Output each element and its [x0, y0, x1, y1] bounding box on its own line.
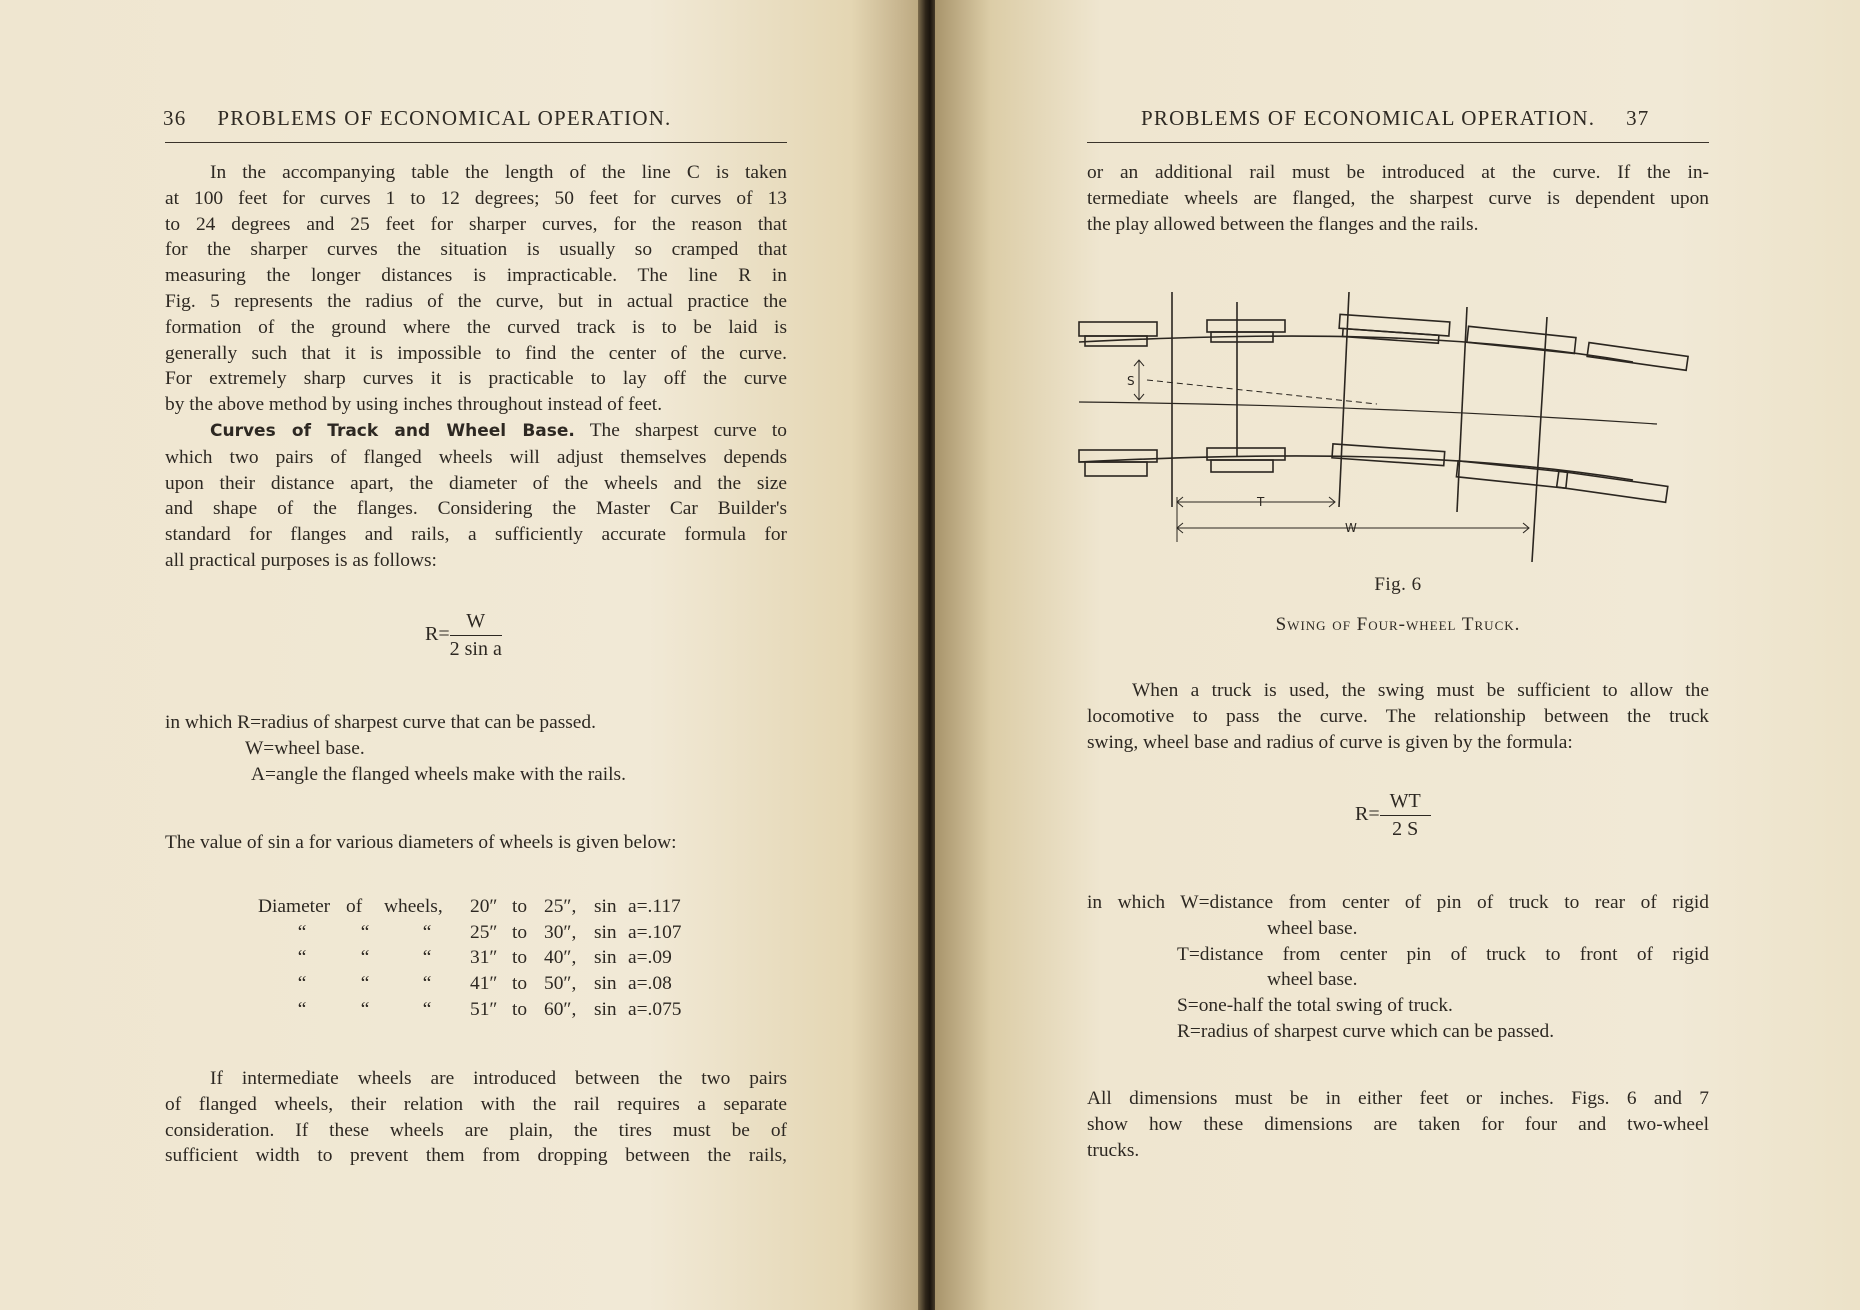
- figure-6-diagram: [1077, 292, 1717, 562]
- left-table-intro-text: The value of sin a for various diameters of wheels is given below:: [165, 832, 677, 853]
- left-para2-first-rest: The sharpest curve to: [574, 420, 787, 441]
- upper-box-4: [1467, 326, 1576, 353]
- sin-table-cell-c1: “: [297, 921, 307, 943]
- truck-centerline: [1147, 380, 1377, 404]
- sin-table-cell-from: 41″: [470, 973, 498, 995]
- left-para2-line: which two pairs of flanged wheels will adjust themselves depends: [165, 446, 787, 468]
- sin-table-cell-sin: sin: [594, 921, 617, 943]
- left-para1-line: to 24 degrees and 25 feet for sharper curves, for the reason that: [165, 213, 787, 235]
- left-para2-line: upon their distance apart, the diameter of the wheels and the size: [165, 472, 787, 494]
- sin-table-cell-sin: sin: [594, 947, 617, 969]
- left-para1-line: Fig. 5 represents the radius of the curve, but in actual practice the: [165, 290, 787, 312]
- right-para2-line: swing, wheel base and radius of curve is given by the formula:: [1087, 731, 1573, 753]
- fig-label-s: S: [1127, 374, 1135, 388]
- sin-table-cell-from: 31″: [470, 947, 498, 969]
- sin-table-cell-c1: “: [297, 973, 307, 995]
- left-head-title: PROBLEMS OF ECONOMICAL OPERATION.: [217, 106, 672, 130]
- right-para3-line: All dimensions must be in either feet or inches. Figs. 6 and 7: [1087, 1088, 1709, 1109]
- sin-table-row: [258, 946, 708, 972]
- sin-table-cell-c2: “: [360, 999, 370, 1021]
- right-paragraph-3: [1087, 1086, 1709, 1163]
- left-para2-line: standard for flanges and rails, a sufficiently accurate formula for: [165, 524, 787, 546]
- sin-table-cell-to-word: to: [512, 999, 528, 1021]
- right-para1-line: or an additional rail must be introduced at the curve. If the in-: [1087, 162, 1709, 183]
- sin-table-cell-to-word: to: [512, 921, 528, 943]
- right-paragraph-1: [1087, 160, 1709, 237]
- upper-box-2: [1207, 320, 1285, 332]
- sin-table-cell-val: a=.08: [628, 973, 672, 995]
- sin-table-row: [258, 971, 708, 997]
- sin-table-cell-c1: “: [297, 947, 307, 969]
- right-page: [935, 0, 1860, 1310]
- sin-table-cell-to: 25″,: [544, 895, 577, 917]
- left-paragraph-1: [165, 160, 787, 418]
- left-page: [0, 0, 925, 1310]
- right-def-1: in which W=distance from center of pin of truck to rear of rigid: [1087, 892, 1709, 913]
- left-para1-line: generally such that it is impossible to find the center of the curve.: [165, 342, 787, 364]
- sin-table-cell-c2: “: [360, 947, 370, 969]
- sin-table-cell-c3: wheels,: [384, 895, 443, 917]
- right-formula: [1355, 790, 1431, 841]
- left-para1-line: at 100 feet for curves 1 to 12 degrees; 50 feet for curves of 13: [165, 187, 787, 209]
- left-para2-line: and shape of the flanges. Considering the Master Car Builder's: [165, 498, 787, 520]
- sin-table-cell-val: a=.075: [628, 999, 682, 1021]
- sin-table-cell-val: a=.09: [628, 947, 672, 969]
- left-para3-line: sufficient width to prevent them from dropping between the rails,: [165, 1145, 787, 1167]
- right-formula-fraction: [1380, 790, 1431, 841]
- sin-table: [258, 894, 708, 1023]
- left-paragraph-2: [165, 418, 787, 574]
- sin-table-cell-c3: “: [422, 921, 432, 943]
- right-formula-lhs: R=: [1355, 803, 1380, 826]
- upper-box-1: [1079, 322, 1157, 336]
- right-formula-denominator: 2 S: [1392, 818, 1419, 840]
- left-para3-line: consideration. If these wheels are plain, the tires must be of: [165, 1119, 787, 1141]
- left-para2-first-line: [165, 418, 787, 445]
- right-running-head: [1141, 106, 1650, 131]
- sin-table-row: [258, 894, 708, 920]
- sin-table-cell-to: 60″,: [544, 999, 577, 1021]
- sin-table-cell-sin: sin: [594, 973, 617, 995]
- sin-table-cell-from: 20″: [470, 895, 498, 917]
- sin-table-cell-val: a=.117: [628, 895, 681, 917]
- figure-number: Fig. 6: [1374, 574, 1422, 595]
- sin-table-cell-from: 51″: [470, 999, 498, 1021]
- lower-box-5: [1557, 471, 1668, 502]
- right-para2-line: When a truck is used, the swing must be sufficient to allow the: [1132, 680, 1709, 701]
- upper-rail: [1079, 336, 1633, 362]
- right-para2-line: locomotive to pass the curve. The relationship between the truck: [1087, 705, 1709, 727]
- right-def-5: S=one-half the total swing of truck.: [1177, 995, 1453, 1017]
- left-page-number: 36: [163, 106, 187, 130]
- sin-table-cell-to: 50″,: [544, 973, 577, 995]
- sin-table-cell-val: a=.107: [628, 921, 682, 943]
- left-paragraph-3: [165, 1066, 787, 1169]
- left-para1-line: For extremely sharp curves it is practicable to lay off the curve: [165, 368, 787, 390]
- figure-caption: Swing of Four-wheel Truck.: [1275, 614, 1521, 635]
- left-para3-line: of flanged wheels, their relation with the rail requires a separate: [165, 1093, 787, 1115]
- right-def-3: T=distance from center pin of truck to front of rigid: [1177, 943, 1709, 965]
- sin-table-cell-c3: “: [422, 999, 432, 1021]
- right-para1-line: the play allowed between the flanges and the rails.: [1087, 213, 1479, 235]
- left-formula-lhs: R=: [425, 623, 450, 646]
- sin-table-cell-to-word: to: [512, 973, 528, 995]
- right-paragraph-2: [1087, 678, 1709, 755]
- lower-box-2: [1207, 448, 1285, 460]
- sin-table-cell-sin: sin: [594, 895, 617, 917]
- right-formula-numerator: WT: [1380, 790, 1431, 816]
- left-para1-line: formation of the ground where the curved track is to be laid is: [165, 316, 787, 338]
- right-def-4: wheel base.: [1267, 969, 1358, 991]
- right-para3-line: trucks.: [1087, 1139, 1140, 1161]
- sin-table-cell-c2: of: [346, 895, 363, 917]
- sin-table-cell-sin: sin: [594, 999, 617, 1021]
- sin-table-cell-to: 30″,: [544, 921, 577, 943]
- left-def-3: A=angle the flanged wheels make with the rails.: [251, 763, 626, 785]
- left-para1-line: for the sharper curves the situation is usually so cramped that: [165, 239, 787, 261]
- right-head-title: PROBLEMS OF ECONOMICAL OPERATION.: [1141, 106, 1596, 130]
- sin-table-cell-to-word: to: [512, 895, 528, 917]
- right-definitions: [1087, 890, 1709, 1045]
- sin-table-cell-to: 40″,: [544, 947, 577, 969]
- fig-label-t: T: [1257, 495, 1265, 509]
- track-centerline: [1079, 402, 1657, 424]
- left-para2-line: all practical purposes is as follows:: [165, 549, 437, 571]
- section-heading: Curves of Track and Wheel Base.: [210, 421, 575, 441]
- left-para1-line: by the above method by using inches throughout instead of feet.: [165, 394, 663, 416]
- sin-table-row: [258, 920, 708, 946]
- fig-label-w: W: [1345, 521, 1357, 535]
- lower-box-3: [1332, 444, 1445, 466]
- left-formula-denominator: 2 sin a: [449, 638, 502, 660]
- sin-table-cell-c2: “: [360, 921, 370, 943]
- right-para1-line: termediate wheels are flanged, the sharpest curve is dependent upon: [1087, 187, 1709, 209]
- sin-table-cell-c3: “: [422, 973, 432, 995]
- left-formula: [425, 610, 502, 661]
- right-def-2: wheel base.: [1267, 917, 1358, 939]
- sin-table-cell-to-word: to: [512, 947, 528, 969]
- sin-table-cell-c2: “: [360, 973, 370, 995]
- right-head-rule: [1087, 142, 1709, 143]
- sin-table-cell-c3: “: [422, 947, 432, 969]
- left-table-intro: [165, 830, 805, 856]
- sin-table-cell-c1: Diameter: [258, 895, 331, 917]
- sin-table-cell-c1: “: [297, 999, 307, 1021]
- left-para1-line: measuring the longer distances is impracticable. The line R in: [165, 265, 787, 287]
- left-def-1: in which R=radius of sharpest curve that can be passed.: [165, 712, 596, 733]
- left-running-head: [163, 106, 672, 131]
- sin-table-cell-from: 25″: [470, 921, 498, 943]
- left-definitions: [165, 710, 805, 787]
- left-para1-line: In the accompanying table the length of the line C is taken: [210, 162, 787, 183]
- right-para3-line: show how these dimensions are taken for four and two-wheel: [1087, 1113, 1709, 1135]
- right-page-number: 37: [1626, 106, 1650, 130]
- left-formula-fraction: [450, 610, 502, 661]
- left-head-rule: [165, 142, 787, 143]
- right-def-6: R=radius of sharpest curve which can be passed.: [1177, 1020, 1555, 1042]
- left-formula-numerator: W: [450, 610, 502, 636]
- left-para3-line: If intermediate wheels are introduced between the two pairs: [210, 1068, 787, 1089]
- sin-table-row: [258, 997, 708, 1023]
- left-def-2: W=wheel base.: [245, 737, 365, 759]
